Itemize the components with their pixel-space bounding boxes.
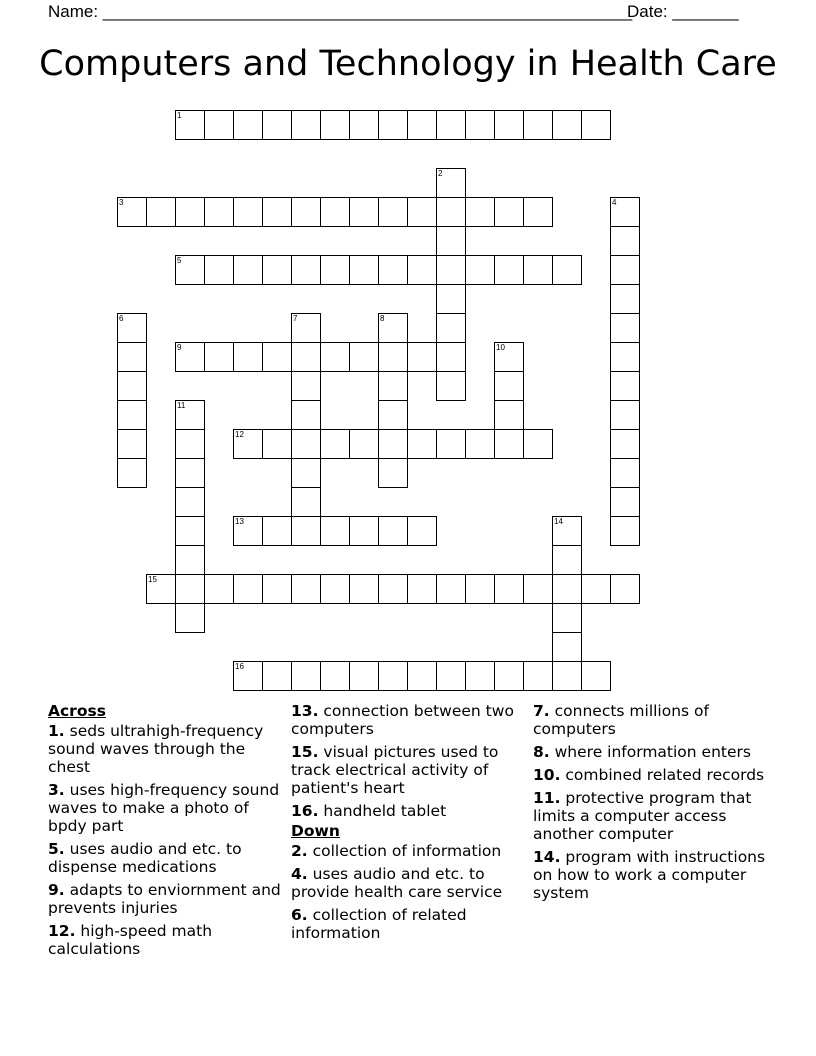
grid-cell[interactable] — [552, 574, 582, 604]
grid-cell[interactable] — [204, 255, 234, 285]
grid-cell[interactable] — [291, 313, 321, 343]
grid-cell[interactable] — [117, 197, 147, 227]
grid-cell[interactable] — [262, 342, 292, 372]
grid-cell[interactable] — [291, 255, 321, 285]
grid-cell[interactable] — [349, 516, 379, 546]
grid-cell[interactable] — [349, 429, 379, 459]
grid-cell[interactable] — [175, 255, 205, 285]
grid-cell[interactable] — [320, 197, 350, 227]
grid-cell[interactable] — [436, 197, 466, 227]
clue-across-15: 15. visual pictures used to track electrical activity of patient's heart — [291, 743, 499, 797]
date-field[interactable]: Date: _______ — [627, 2, 739, 21]
clue-number: 4 — [612, 198, 617, 207]
grid-cell[interactable] — [175, 342, 205, 372]
grid-cell[interactable] — [349, 110, 379, 140]
grid-cell[interactable] — [320, 516, 350, 546]
clue-number: 10 — [496, 343, 505, 352]
clue-across-5: 5. uses audio and etc. to dispense medications — [48, 840, 242, 876]
grid-cell[interactable] — [320, 661, 350, 691]
grid-cell[interactable] — [175, 516, 205, 546]
grid-cell[interactable] — [175, 487, 205, 517]
grid-cell[interactable] — [175, 545, 205, 575]
grid-cell[interactable] — [436, 284, 466, 314]
grid-cell[interactable] — [581, 110, 611, 140]
grid-cell[interactable] — [117, 400, 147, 430]
clue-across-16: 16. handheld tablet — [291, 802, 447, 820]
clue-across-12: 12. high-speed math calculations — [48, 922, 213, 958]
grid-cell[interactable] — [465, 574, 495, 604]
grid-cell[interactable] — [610, 516, 640, 546]
grid-cell[interactable] — [117, 342, 147, 372]
grid-cell[interactable] — [610, 429, 640, 459]
grid-cell[interactable] — [320, 342, 350, 372]
clue-column-2 — [291, 702, 516, 947]
grid-cell[interactable] — [610, 197, 640, 227]
grid-cell[interactable] — [233, 197, 263, 227]
grid-cell[interactable] — [494, 574, 524, 604]
grid-cell[interactable] — [378, 429, 408, 459]
grid-cell[interactable] — [523, 429, 553, 459]
grid-cell[interactable] — [581, 661, 611, 691]
grid-cell[interactable] — [610, 226, 640, 256]
grid-cell[interactable] — [175, 574, 205, 604]
down-heading: Down — [291, 822, 340, 840]
grid-cell[interactable] — [349, 255, 379, 285]
grid-cell[interactable] — [494, 661, 524, 691]
grid-cell[interactable] — [610, 400, 640, 430]
grid-cell[interactable] — [320, 255, 350, 285]
clue-number: 12 — [235, 430, 244, 439]
clue-column-3 — [533, 702, 768, 907]
clue-number: 14 — [554, 517, 563, 526]
grid-cell[interactable] — [610, 458, 640, 488]
grid-cell[interactable] — [175, 110, 205, 140]
grid-cell[interactable] — [262, 110, 292, 140]
page-title: Computers and Technology in Health Care — [39, 44, 777, 84]
grid-cell[interactable] — [204, 574, 234, 604]
grid-cell[interactable] — [291, 574, 321, 604]
grid-cell[interactable] — [291, 429, 321, 459]
grid-cell[interactable] — [378, 110, 408, 140]
grid-cell[interactable] — [465, 429, 495, 459]
clue-down-6: 6. collection of related information — [291, 906, 467, 942]
grid-cell[interactable] — [581, 574, 611, 604]
grid-cell[interactable] — [552, 545, 582, 575]
grid-cell[interactable] — [494, 400, 524, 430]
grid-cell[interactable] — [494, 197, 524, 227]
grid-cell[interactable] — [407, 574, 437, 604]
grid-cell[interactable] — [407, 429, 437, 459]
name-field[interactable]: Name: ________________________________________________________ — [48, 2, 633, 21]
grid-cell[interactable] — [378, 516, 408, 546]
grid-cell[interactable] — [494, 342, 524, 372]
grid-cell[interactable] — [262, 661, 292, 691]
grid-cell[interactable] — [349, 661, 379, 691]
grid-cell[interactable] — [436, 168, 466, 198]
grid-cell[interactable] — [146, 574, 176, 604]
grid-cell[interactable] — [262, 516, 292, 546]
grid-cell[interactable] — [291, 400, 321, 430]
grid-cell[interactable] — [175, 603, 205, 633]
clue-across-13: 13. connection between two computers — [291, 702, 514, 738]
clue-number: 3 — [119, 198, 124, 207]
grid-cell[interactable] — [552, 255, 582, 285]
grid-cell[interactable] — [117, 371, 147, 401]
grid-cell[interactable] — [204, 197, 234, 227]
grid-cell[interactable] — [117, 313, 147, 343]
grid-cell[interactable] — [523, 255, 553, 285]
grid-cell[interactable] — [320, 429, 350, 459]
grid-cell[interactable] — [407, 342, 437, 372]
grid-cell[interactable] — [320, 574, 350, 604]
grid-cell[interactable] — [552, 632, 582, 662]
clue-number: 16 — [235, 662, 244, 671]
grid-cell[interactable] — [465, 110, 495, 140]
grid-cell[interactable] — [610, 487, 640, 517]
clue-down-2: 2. collection of information — [291, 842, 502, 860]
grid-cell[interactable] — [436, 574, 466, 604]
grid-cell[interactable] — [291, 487, 321, 517]
grid-cell[interactable] — [436, 661, 466, 691]
grid-cell[interactable] — [378, 255, 408, 285]
grid-cell[interactable] — [233, 342, 263, 372]
grid-cell[interactable] — [378, 342, 408, 372]
grid-cell[interactable] — [465, 197, 495, 227]
grid-cell[interactable] — [552, 603, 582, 633]
clue-down-11: 11. protective program that limits a computer access another computer — [533, 789, 752, 843]
clue-across-9: 9. adapts to enviornment and prevents injuries — [48, 881, 281, 917]
clue-down-14: 14. program with instructions on how to work a computer system — [533, 848, 766, 902]
grid-cell[interactable] — [407, 110, 437, 140]
clue-down-7: 7. connects millions of computers — [533, 702, 709, 738]
grid-cell[interactable] — [552, 661, 582, 691]
grid-cell[interactable] — [523, 197, 553, 227]
grid-cell[interactable] — [233, 110, 263, 140]
grid-cell[interactable] — [233, 255, 263, 285]
clue-number: 13 — [235, 517, 244, 526]
grid-cell[interactable] — [291, 197, 321, 227]
clue-column-1 — [48, 702, 288, 963]
grid-cell[interactable] — [175, 400, 205, 430]
grid-cell[interactable] — [407, 661, 437, 691]
grid-cell[interactable] — [610, 255, 640, 285]
grid-cell[interactable] — [233, 516, 263, 546]
grid-cell[interactable] — [494, 429, 524, 459]
clue-number: 7 — [293, 314, 298, 323]
grid-cell[interactable] — [349, 342, 379, 372]
grid-cell[interactable] — [117, 429, 147, 459]
clue-number: 5 — [177, 256, 182, 265]
grid-cell[interactable] — [610, 342, 640, 372]
grid-cell[interactable] — [204, 342, 234, 372]
clue-down-4: 4. uses audio and etc. to provide health care service — [291, 865, 503, 901]
grid-cell[interactable] — [349, 574, 379, 604]
grid-cell[interactable] — [610, 284, 640, 314]
grid-cell[interactable] — [465, 661, 495, 691]
grid-cell[interactable] — [233, 574, 263, 604]
grid-cell[interactable] — [378, 574, 408, 604]
grid-cell[interactable] — [291, 342, 321, 372]
grid-cell[interactable] — [523, 574, 553, 604]
grid-cell[interactable] — [378, 661, 408, 691]
clue-number: 2 — [438, 169, 443, 178]
grid-cell[interactable] — [117, 458, 147, 488]
grid-cell[interactable] — [262, 574, 292, 604]
grid-cell[interactable] — [436, 255, 466, 285]
grid-cell[interactable] — [552, 110, 582, 140]
grid-cell[interactable] — [494, 110, 524, 140]
grid-cell[interactable] — [610, 313, 640, 343]
clue-number: 8 — [380, 314, 385, 323]
grid-cell[interactable] — [407, 516, 437, 546]
grid-cell[interactable] — [349, 197, 379, 227]
grid-cell[interactable] — [378, 197, 408, 227]
clue-number: 6 — [119, 314, 124, 323]
grid-cell[interactable] — [465, 255, 495, 285]
grid-cell[interactable] — [378, 313, 408, 343]
grid-cell[interactable] — [610, 574, 640, 604]
clue-number: 11 — [177, 401, 186, 410]
clue-number: 1 — [177, 111, 182, 120]
across-heading: Across — [48, 702, 106, 720]
grid-cell[interactable] — [378, 371, 408, 401]
grid-cell[interactable] — [175, 458, 205, 488]
grid-cell[interactable] — [291, 110, 321, 140]
grid-cell[interactable] — [407, 255, 437, 285]
grid-cell[interactable] — [436, 226, 466, 256]
grid-cell[interactable] — [552, 516, 582, 546]
grid-cell[interactable] — [175, 197, 205, 227]
grid-cell[interactable] — [291, 661, 321, 691]
grid-cell[interactable] — [436, 110, 466, 140]
grid-cell[interactable] — [320, 110, 350, 140]
grid-cell[interactable] — [175, 429, 205, 459]
grid-cell[interactable] — [494, 371, 524, 401]
grid-cell[interactable] — [291, 371, 321, 401]
grid-cell[interactable] — [262, 197, 292, 227]
grid-cell[interactable] — [262, 255, 292, 285]
grid-cell[interactable] — [436, 313, 466, 343]
grid-cell[interactable] — [436, 342, 466, 372]
grid-cell[interactable] — [407, 197, 437, 227]
grid-cell[interactable] — [523, 110, 553, 140]
grid-cell[interactable] — [146, 197, 176, 227]
grid-cell[interactable] — [436, 371, 466, 401]
grid-cell[interactable] — [523, 661, 553, 691]
clue-down-8: 8. where information enters — [533, 743, 751, 761]
grid-cell[interactable] — [291, 516, 321, 546]
grid-cell[interactable] — [378, 458, 408, 488]
grid-cell[interactable] — [494, 255, 524, 285]
clue-number: 9 — [177, 343, 182, 352]
grid-cell[interactable] — [378, 400, 408, 430]
grid-cell[interactable] — [233, 661, 263, 691]
clue-across-1: 1. seds ultrahigh-frequency sound waves through the chest — [48, 722, 264, 776]
grid-cell[interactable] — [204, 110, 234, 140]
clue-down-10: 10. combined related records — [533, 766, 765, 784]
grid-cell[interactable] — [436, 429, 466, 459]
grid-cell[interactable] — [291, 458, 321, 488]
clue-number: 15 — [148, 575, 157, 584]
clue-across-3: 3. uses high-frequency sound waves to make a photo of bpdy part — [48, 781, 280, 835]
grid-cell[interactable] — [233, 429, 263, 459]
grid-cell[interactable] — [262, 429, 292, 459]
grid-cell[interactable] — [610, 371, 640, 401]
